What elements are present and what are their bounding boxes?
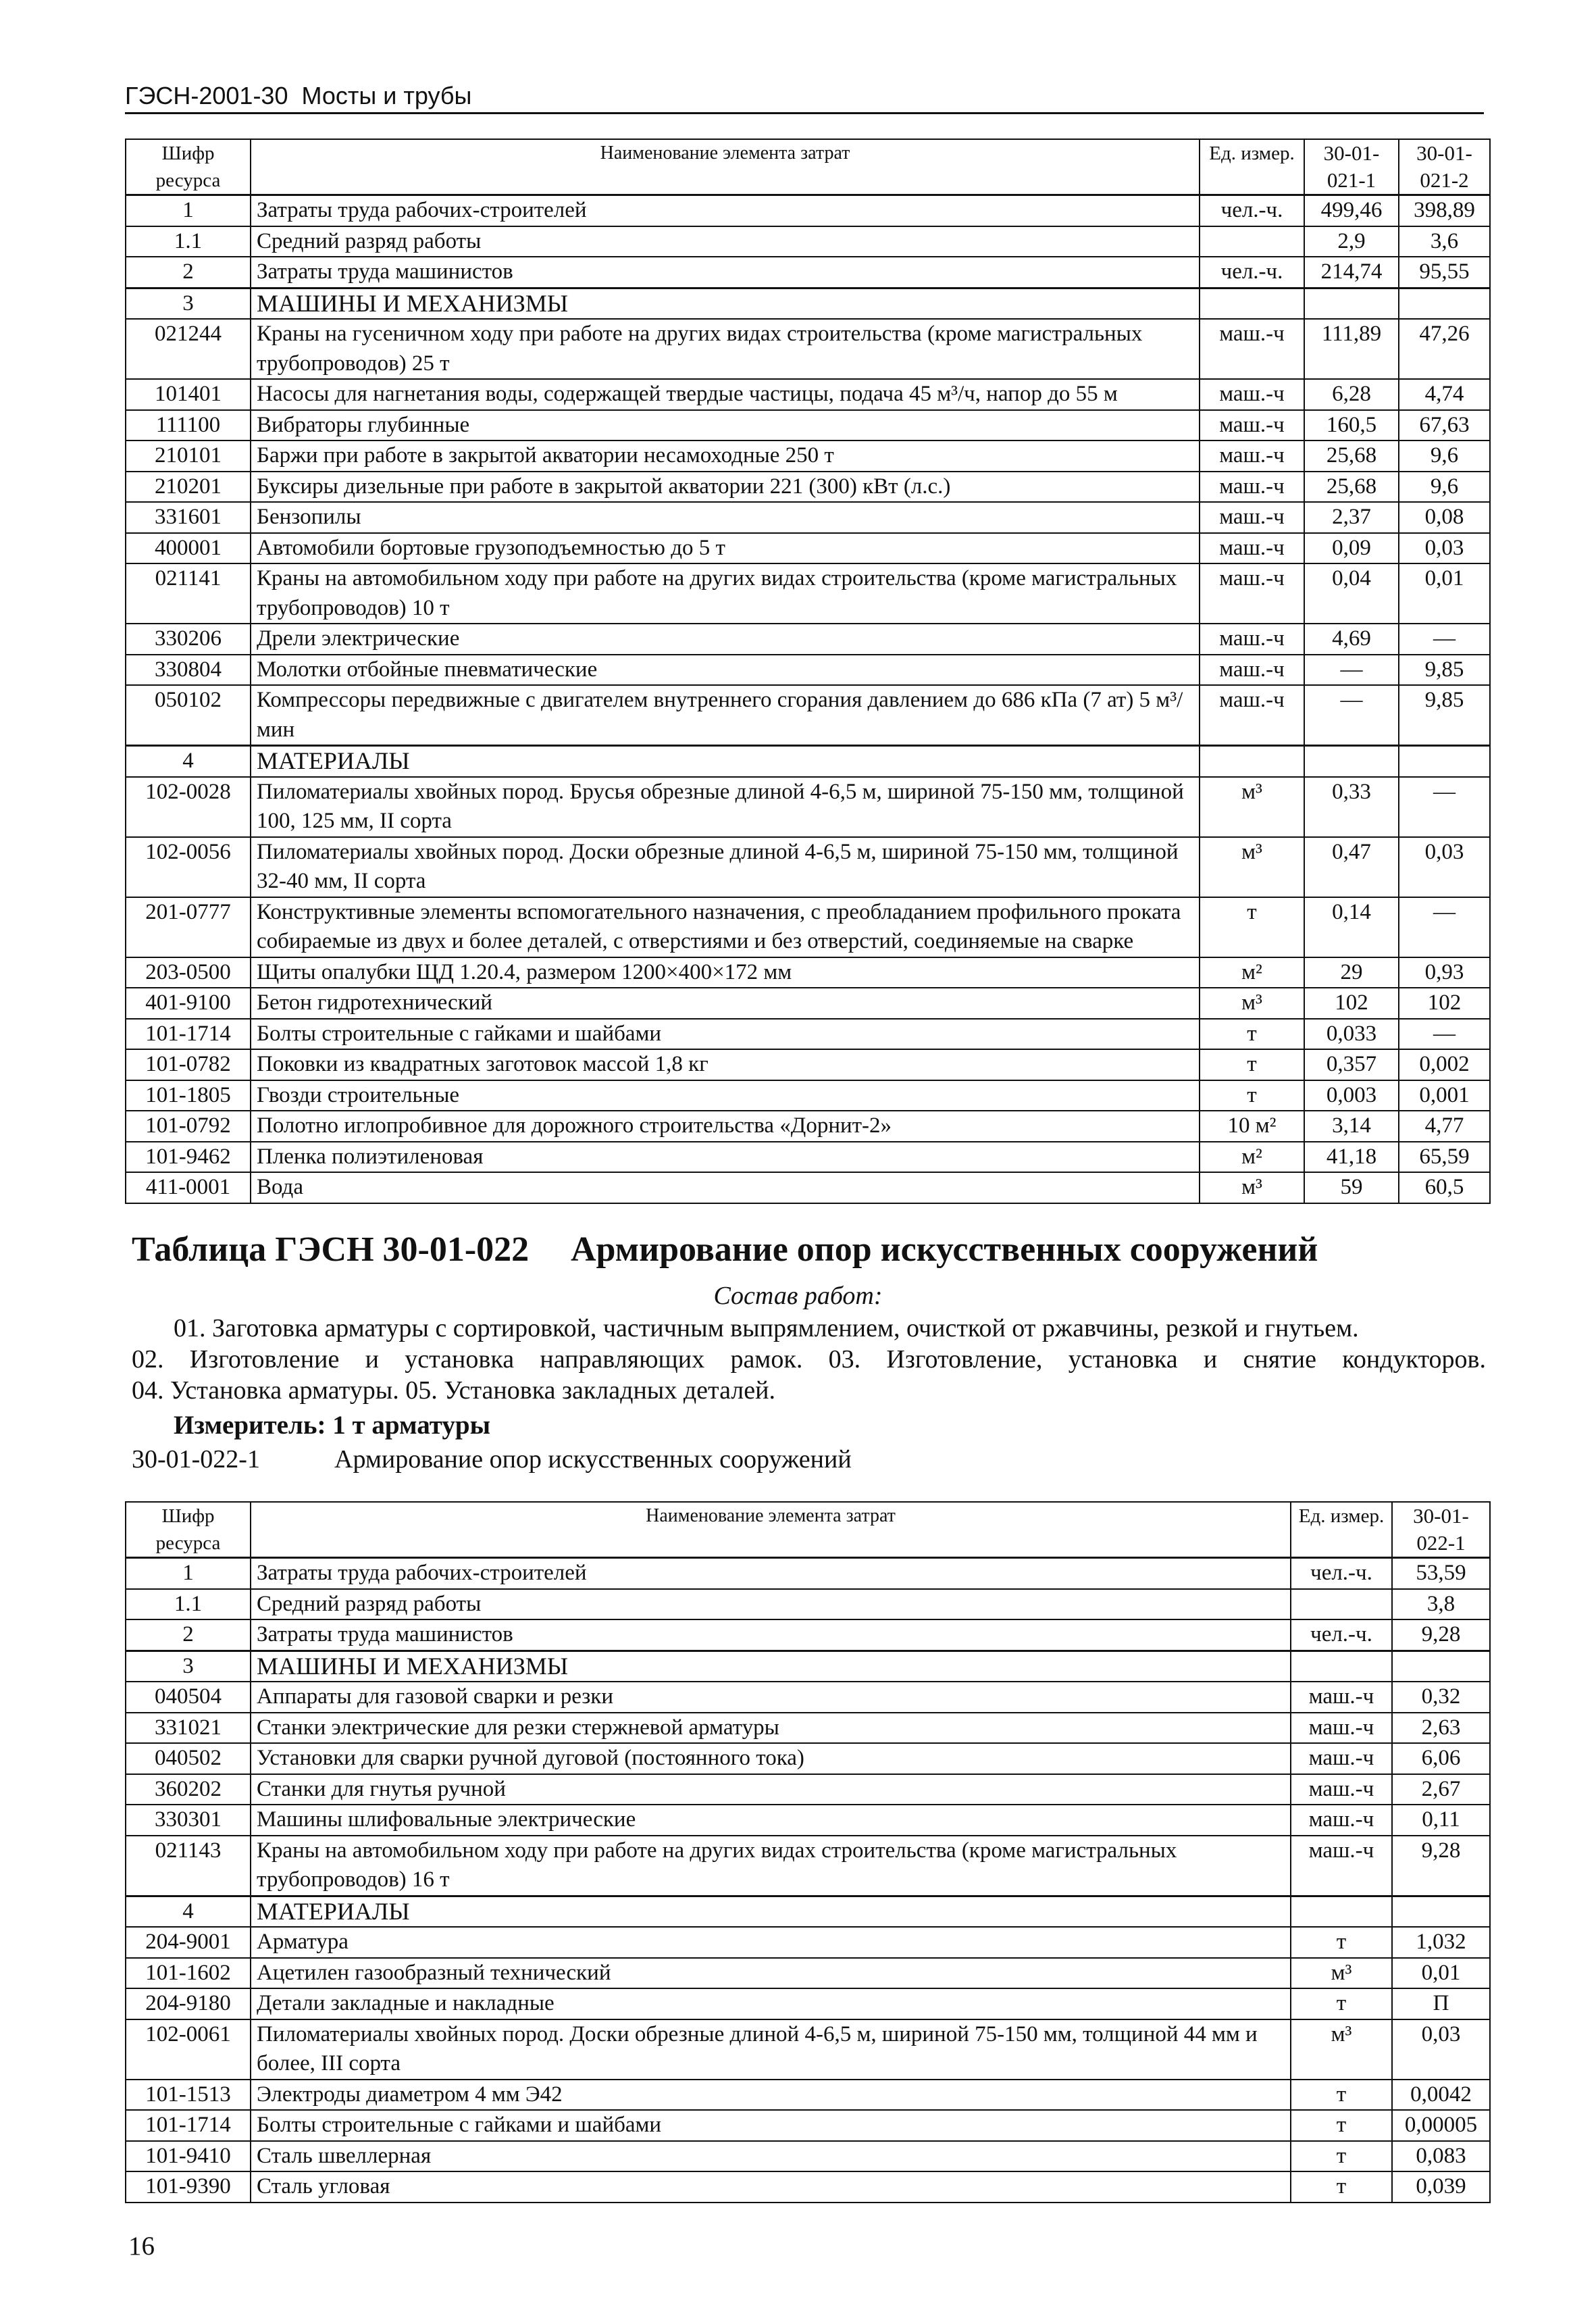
cell-value-2: 0,001 — [1399, 1080, 1490, 1111]
section-row — [126, 1896, 1490, 1927]
cell-name: Краны на автомобильном ходу при работе на других видах строительства (кроме магистральных трубопроводов) 10 т — [251, 563, 1200, 624]
section-row — [126, 1651, 1490, 1682]
cell-name: Машины шлифовальные электрические — [251, 1805, 1291, 1836]
cell-code: 111100 — [126, 410, 251, 441]
cell-value-1: 2,63 — [1392, 1713, 1490, 1744]
cell-name: Компрессоры передвижные с двигателем внутреннего сгорания давлением до 686 кПа (7 ат) 5 м³/мин — [251, 685, 1200, 746]
cell-value-1: 29 — [1304, 957, 1399, 988]
cell-value-1: 0,003 — [1304, 1080, 1399, 1111]
cell-value-1: 0,11 — [1392, 1805, 1490, 1836]
cell-name: Краны на автомобильном ходу при работе на других видах строительства (кроме магистральных трубопроводов) 16 т — [251, 1836, 1291, 1896]
cell-name: Ацетилен газообразный технический — [251, 1958, 1291, 1989]
cell-unit: чел.-ч. — [1291, 1619, 1392, 1651]
cell-value-2: 4,74 — [1399, 379, 1490, 410]
cell-unit: м³ — [1291, 2019, 1392, 2080]
cell-value-1: 1,032 — [1392, 1927, 1490, 1958]
table-row — [126, 1713, 1490, 1744]
table-row — [126, 988, 1490, 1019]
cell-name: Электроды диаметром 4 мм Э42 — [251, 2080, 1291, 2111]
cell-value-2: — — [1399, 897, 1490, 957]
cell-value-1: 0,357 — [1304, 1049, 1399, 1080]
section-row — [126, 746, 1490, 777]
cell-unit: маш.-ч — [1200, 533, 1304, 564]
cell-name: Сталь угловая — [251, 2171, 1291, 2203]
cell-code: 021244 — [126, 319, 251, 379]
cell-value-1: 0,083 — [1392, 2141, 1490, 2172]
cell-code: 102-0028 — [126, 777, 251, 837]
table-row — [126, 2171, 1490, 2203]
cell-value-1: 25,68 — [1304, 472, 1399, 503]
cell-name: Пиломатериалы хвойных пород. Доски обрезные длиной 4-6,5 м, шириной 75-150 мм, толщиной 32-40 мм, II сорта — [251, 837, 1200, 897]
cell-code: 203-0500 — [126, 957, 251, 988]
cell-code: 2 — [126, 257, 251, 288]
cell-code: 021143 — [126, 1836, 251, 1896]
table-title-number: Таблица ГЭСН 30-01-022 — [132, 1230, 530, 1269]
cell-value-2: — — [1399, 777, 1490, 837]
cell-value-2: — — [1399, 624, 1490, 655]
cell-code: 201-0777 — [126, 897, 251, 957]
table-row — [126, 685, 1490, 746]
col-header-name: Наименование элемента затрат — [251, 139, 1200, 195]
cell-unit: т — [1200, 1049, 1304, 1080]
cell-unit: м³ — [1291, 1958, 1392, 1989]
cell-unit: маш.-ч — [1291, 1774, 1392, 1805]
cell-code: 331601 — [126, 502, 251, 533]
cell-value-2: 65,59 — [1399, 1142, 1490, 1173]
cell-value-2: 47,26 — [1399, 319, 1490, 379]
table-row — [126, 2141, 1490, 2172]
cell-code: 4 — [126, 746, 251, 777]
table-row — [126, 1836, 1490, 1896]
cell-value-2: 9,6 — [1399, 441, 1490, 472]
table-header-row — [126, 139, 1490, 195]
cell-unit: м³ — [1200, 777, 1304, 837]
cell-name: Поковки из квадратных заготовок массой 1,8 кг — [251, 1049, 1200, 1080]
cell-value-1: 9,28 — [1392, 1619, 1490, 1651]
cell-value-2: 0,01 — [1399, 563, 1490, 624]
table-row — [126, 1589, 1490, 1620]
table-row — [126, 897, 1490, 957]
cell-code: 040504 — [126, 1682, 251, 1713]
cell-code: 1 — [126, 1558, 251, 1589]
cell-code: 330301 — [126, 1805, 251, 1836]
work-line-2: 02. Изготовление и установка направляющих рамок. 03. Изготовление, установка и снятие кондукторов. — [132, 1345, 1486, 1374]
cell-code: 102-0061 — [126, 2019, 251, 2080]
table-header-row — [126, 1502, 1490, 1558]
cell-value-1: 0,47 — [1304, 837, 1399, 897]
cell-value-1: 0,04 — [1304, 563, 1399, 624]
cell-unit: м² — [1200, 957, 1304, 988]
cell-value-1: 0,09 — [1304, 533, 1399, 564]
cell-code: 021141 — [126, 563, 251, 624]
cell-name: Затраты труда рабочих-строителей — [251, 195, 1200, 226]
cell-unit: т — [1200, 1080, 1304, 1111]
cell-value-2: 0,03 — [1399, 837, 1490, 897]
cell-unit: маш.-ч — [1200, 441, 1304, 472]
cell-value-1 — [1392, 1651, 1490, 1682]
cell-code: 102-0056 — [126, 837, 251, 897]
cell-value-2: 0,93 — [1399, 957, 1490, 988]
cell-value-1: 3,14 — [1304, 1111, 1399, 1142]
table-row — [126, 1988, 1490, 2019]
cell-value-2: 4,77 — [1399, 1111, 1490, 1142]
cell-name: Пиломатериалы хвойных пород. Брусья обрезные длиной 4-6,5 м, шириной 75-150 мм, толщиной 100, 125 мм, II сорта — [251, 777, 1200, 837]
cell-code: 101-9410 — [126, 2141, 251, 2172]
page-header — [125, 80, 1484, 114]
work-composition-heading: Состав работ: — [713, 1282, 883, 1310]
cell-value-1: 214,74 — [1304, 257, 1399, 288]
cell-name: МАШИНЫ И МЕХАНИЗМЫ — [251, 288, 1200, 319]
table-row — [126, 533, 1490, 564]
table-row — [126, 837, 1490, 897]
cell-value-1: — — [1304, 685, 1399, 746]
table-row — [126, 1019, 1490, 1050]
table-row — [126, 1682, 1490, 1713]
cell-name: Детали закладные и накладные — [251, 1988, 1291, 2019]
cell-code: 101-9390 — [126, 2171, 251, 2203]
norm-line — [132, 1442, 852, 1476]
cell-code: 1 — [126, 195, 251, 226]
cell-value-2 — [1399, 746, 1490, 777]
col-header-unit: Ед. измер. — [1200, 139, 1304, 195]
cell-unit: маш.-ч — [1291, 1805, 1392, 1836]
cell-code: 360202 — [126, 1774, 251, 1805]
cell-code: 101401 — [126, 379, 251, 410]
cell-unit: т — [1200, 897, 1304, 957]
cell-value-2: 95,55 — [1399, 257, 1490, 288]
cell-value-2: — — [1399, 1019, 1490, 1050]
table-row — [126, 1172, 1490, 1203]
cell-code: 2 — [126, 1619, 251, 1651]
table-row — [126, 502, 1490, 533]
cell-code: 101-1714 — [126, 1019, 251, 1050]
table-row — [126, 472, 1490, 503]
table-row — [126, 410, 1490, 441]
cell-name: Полотно иглопробивное для дорожного строительства «Дорнит-2» — [251, 1111, 1200, 1142]
cell-value-2: 102 — [1399, 988, 1490, 1019]
table-row — [126, 2019, 1490, 2080]
cell-value-1: 0,01 — [1392, 1958, 1490, 1989]
cell-name: Сталь швеллерная — [251, 2141, 1291, 2172]
cell-value-1: 0,33 — [1304, 777, 1399, 837]
table-title — [132, 1226, 1318, 1274]
cell-value-1 — [1304, 288, 1399, 319]
col-header-unit: Ед. измер. — [1291, 1502, 1392, 1558]
table-row — [126, 1049, 1490, 1080]
cell-name: Бензопилы — [251, 502, 1200, 533]
cell-value-1: 499,46 — [1304, 195, 1399, 226]
cell-unit: маш.-ч — [1200, 410, 1304, 441]
cell-value-2: 0,002 — [1399, 1049, 1490, 1080]
cell-code: 330206 — [126, 624, 251, 655]
table-row — [126, 1805, 1490, 1836]
cell-name: Затраты труда машинистов — [251, 1619, 1291, 1651]
cell-unit — [1291, 1589, 1392, 1620]
cell-unit: т — [1291, 1927, 1392, 1958]
cell-unit: маш.-ч — [1291, 1682, 1392, 1713]
cell-unit: т — [1291, 2141, 1392, 2172]
cell-name: Станки электрические для резки стержневой арматуры — [251, 1713, 1291, 1744]
section-row — [126, 288, 1490, 319]
table-row — [126, 195, 1490, 226]
table-title-name: Армирование опор искусственных сооружений — [571, 1230, 1318, 1269]
cell-value-1 — [1392, 1896, 1490, 1927]
cell-value-1: 0,039 — [1392, 2171, 1490, 2203]
norm-code: 30-01-022-1 — [132, 1445, 260, 1474]
cell-unit: маш.-ч — [1200, 655, 1304, 686]
cell-value-1: 160,5 — [1304, 410, 1399, 441]
cell-code: 1.1 — [126, 226, 251, 257]
cell-value-1: 9,28 — [1392, 1836, 1490, 1896]
cell-code: 204-9001 — [126, 1927, 251, 1958]
cell-name: Буксиры дизельные при работе в закрытой акватории 221 (300) кВт (л.с.) — [251, 472, 1200, 503]
table-row — [126, 2080, 1490, 2111]
cell-value-1: 4,69 — [1304, 624, 1399, 655]
cell-unit: маш.-ч — [1291, 1836, 1392, 1896]
cell-value-1: 111,89 — [1304, 319, 1399, 379]
cell-name: Станки для гнутья ручной — [251, 1774, 1291, 1805]
cell-name: Насосы для нагнетания воды, содержащей твердые частицы, подача 45 м³/ч, напор до 55 м — [251, 379, 1200, 410]
norm-name: Армирование опор искусственных сооружений — [334, 1445, 852, 1474]
cell-code: 101-1602 — [126, 1958, 251, 1989]
cell-unit: 10 м² — [1200, 1111, 1304, 1142]
cell-unit: т — [1200, 1019, 1304, 1050]
cell-value-1: 0,0042 — [1392, 2080, 1490, 2111]
cell-value-2: 9,6 — [1399, 472, 1490, 503]
cell-name: Вибраторы глубинные — [251, 410, 1200, 441]
col-header-norm-1: 30-01-022-1 — [1392, 1502, 1490, 1558]
cell-unit: маш.-ч — [1200, 624, 1304, 655]
table-row — [126, 655, 1490, 686]
cell-value-2: 0,03 — [1399, 533, 1490, 564]
table-row — [126, 2110, 1490, 2141]
cell-unit: маш.-ч — [1200, 379, 1304, 410]
cell-value-1: 3,8 — [1392, 1589, 1490, 1620]
work-composition — [132, 1313, 1486, 1406]
page-number: 16 — [128, 2232, 155, 2261]
table-row — [126, 1774, 1490, 1805]
cell-name: Дрели электрические — [251, 624, 1200, 655]
table-row — [126, 1111, 1490, 1142]
cell-unit: маш.-ч — [1200, 685, 1304, 746]
cell-name: Молотки отбойные пневматические — [251, 655, 1200, 686]
cell-code: 400001 — [126, 533, 251, 564]
cell-code: 101-1805 — [126, 1080, 251, 1111]
cell-unit — [1200, 226, 1304, 257]
cell-unit: маш.-ч — [1200, 502, 1304, 533]
resource-table-30-01-022 — [125, 1501, 1491, 2203]
cell-unit: чел.-ч. — [1291, 1558, 1392, 1589]
cell-unit — [1291, 1651, 1392, 1682]
cell-name: Баржи при работе в закрытой акватории несамоходные 250 т — [251, 441, 1200, 472]
cell-unit: м³ — [1200, 837, 1304, 897]
cell-unit — [1291, 1896, 1392, 1927]
cell-name: Гвозди строительные — [251, 1080, 1200, 1111]
cell-code: 050102 — [126, 685, 251, 746]
cell-unit — [1200, 288, 1304, 319]
cell-code: 101-0782 — [126, 1049, 251, 1080]
col-header-code: Шифр ресурса — [126, 139, 251, 195]
cell-name: Вода — [251, 1172, 1200, 1203]
cell-value-2: 60,5 — [1399, 1172, 1490, 1203]
table-row — [126, 1142, 1490, 1173]
cell-code: 210201 — [126, 472, 251, 503]
cell-name: Пиломатериалы хвойных пород. Доски обрезные длиной 4-6,5 м, шириной 75-150 мм, толщиной 44 мм и более, III сорта — [251, 2019, 1291, 2080]
header-title: Мосты и трубы — [301, 82, 472, 109]
cell-code: 101-9462 — [126, 1142, 251, 1173]
cell-value-1: П — [1392, 1988, 1490, 2019]
cell-name: Затраты труда машинистов — [251, 257, 1200, 288]
cell-code: 1.1 — [126, 1589, 251, 1620]
table-row — [126, 1558, 1490, 1589]
table-row — [126, 379, 1490, 410]
cell-unit: маш.-ч — [1291, 1743, 1392, 1774]
cell-name: Автомобили бортовые грузоподъемностью до 5 т — [251, 533, 1200, 564]
cell-unit: т — [1291, 2171, 1392, 2203]
cell-value-2: 9,85 — [1399, 655, 1490, 686]
table-row — [126, 624, 1490, 655]
cell-code: 101-0792 — [126, 1111, 251, 1142]
measurement-unit: Измеритель: 1 т арматуры — [174, 1411, 491, 1440]
cell-value-1: 59 — [1304, 1172, 1399, 1203]
table-row — [126, 1743, 1490, 1774]
cell-code: 204-9180 — [126, 1988, 251, 2019]
table-row — [126, 1619, 1490, 1651]
cell-code: 210101 — [126, 441, 251, 472]
cell-value-1: 102 — [1304, 988, 1399, 1019]
cell-name: Средний разряд работы — [251, 226, 1200, 257]
cell-unit: м³ — [1200, 1172, 1304, 1203]
cell-code: 4 — [126, 1896, 251, 1927]
cell-value-1: 0,00005 — [1392, 2110, 1490, 2141]
cell-unit: м³ — [1200, 988, 1304, 1019]
cell-code: 411-0001 — [126, 1172, 251, 1203]
cell-value-1: 2,67 — [1392, 1774, 1490, 1805]
cell-value-1: 6,06 — [1392, 1743, 1490, 1774]
table-row — [126, 319, 1490, 379]
table-row — [126, 777, 1490, 837]
cell-unit: чел.-ч. — [1200, 195, 1304, 226]
cell-unit: маш.-ч — [1200, 563, 1304, 624]
cell-value-1: 25,68 — [1304, 441, 1399, 472]
cell-name: Пленка полиэтиленовая — [251, 1142, 1200, 1173]
cell-value-1: 2,37 — [1304, 502, 1399, 533]
col-header-norm-2: 30-01-021-2 — [1399, 139, 1490, 195]
cell-code: 101-1513 — [126, 2080, 251, 2111]
cell-name: МАШИНЫ И МЕХАНИЗМЫ — [251, 1651, 1291, 1682]
cell-value-2: 3,6 — [1399, 226, 1490, 257]
cell-value-2: 67,63 — [1399, 410, 1490, 441]
cell-unit: т — [1291, 2110, 1392, 2141]
table-row — [126, 1080, 1490, 1111]
cell-unit — [1200, 746, 1304, 777]
cell-value-1: 53,59 — [1392, 1558, 1490, 1589]
cell-value-2 — [1399, 288, 1490, 319]
cell-unit: маш.-ч — [1200, 472, 1304, 503]
cell-unit: т — [1291, 1988, 1392, 2019]
table-row — [126, 563, 1490, 624]
cell-name: МАТЕРИАЛЫ — [251, 1896, 1291, 1927]
cell-name: Бетон гидротехнический — [251, 988, 1200, 1019]
cell-name: Краны на гусеничном ходу при работе на других видах строительства (кроме магистральных трубопроводов) 25 т — [251, 319, 1200, 379]
cell-value-1: 2,9 — [1304, 226, 1399, 257]
col-header-name: Наименование элемента затрат — [251, 1502, 1291, 1558]
table-row — [126, 1927, 1490, 1958]
cell-code: 401-9100 — [126, 988, 251, 1019]
cell-unit: маш.-ч — [1291, 1713, 1392, 1744]
cell-unit: м² — [1200, 1142, 1304, 1173]
cell-value-2: 398,89 — [1399, 195, 1490, 226]
table-row — [126, 441, 1490, 472]
cell-value-1: 6,28 — [1304, 379, 1399, 410]
cell-name: Аппараты для газовой сварки и резки — [251, 1682, 1291, 1713]
cell-unit: т — [1291, 2080, 1392, 2111]
table-row — [126, 957, 1490, 988]
cell-name: Конструктивные элементы вспомогательного назначения, с преобладанием профильного проката собираемые из двух и более деталей, с отверстиями и без отверстий, соединяемые на сварке — [251, 897, 1200, 957]
work-line-3: 04. Установка арматуры. 05. Установка закладных деталей. — [132, 1376, 775, 1405]
cell-value-2: 9,85 — [1399, 685, 1490, 746]
cell-name: Средний разряд работы — [251, 1589, 1291, 1620]
cell-value-1: — — [1304, 655, 1399, 686]
cell-code: 101-1714 — [126, 2110, 251, 2141]
cell-name: Установки для сварки ручной дуговой (постоянного тока) — [251, 1743, 1291, 1774]
cell-code: 331021 — [126, 1713, 251, 1744]
cell-name: Болты строительные с гайками и шайбами — [251, 1019, 1200, 1050]
header-code: ГЭСН-2001-30 — [125, 82, 288, 109]
col-header-norm-1: 30-01-021-1 — [1304, 139, 1399, 195]
table-row — [126, 257, 1490, 288]
cell-code: 040502 — [126, 1743, 251, 1774]
cell-value-1: 0,03 — [1392, 2019, 1490, 2080]
resource-table-30-01-021 — [125, 139, 1491, 1204]
cell-value-1 — [1304, 746, 1399, 777]
col-header-code: Шифр ресурса — [126, 1502, 251, 1558]
cell-value-1: 0,14 — [1304, 897, 1399, 957]
cell-name: Арматура — [251, 1927, 1291, 1958]
cell-value-2: 0,08 — [1399, 502, 1490, 533]
work-line-1: 01. Заготовка арматуры с сортировкой, частичным выпрямлением, очисткой от ржавчины, резкой и гнутьем. — [174, 1314, 1359, 1342]
table-row — [126, 1958, 1490, 1989]
cell-code: 330804 — [126, 655, 251, 686]
cell-name: Затраты труда рабочих-строителей — [251, 1558, 1291, 1589]
cell-name: МАТЕРИАЛЫ — [251, 746, 1200, 777]
cell-value-1: 0,033 — [1304, 1019, 1399, 1050]
table-row — [126, 226, 1490, 257]
cell-value-1: 41,18 — [1304, 1142, 1399, 1173]
cell-unit: маш.-ч — [1200, 319, 1304, 379]
cell-name: Щиты опалубки ЩД 1.20.4, размером 1200×400×172 мм — [251, 957, 1200, 988]
cell-name: Болты строительные с гайками и шайбами — [251, 2110, 1291, 2141]
cell-code: 3 — [126, 1651, 251, 1682]
cell-code: 3 — [126, 288, 251, 319]
cell-value-1: 0,32 — [1392, 1682, 1490, 1713]
cell-unit: чел.-ч. — [1200, 257, 1304, 288]
